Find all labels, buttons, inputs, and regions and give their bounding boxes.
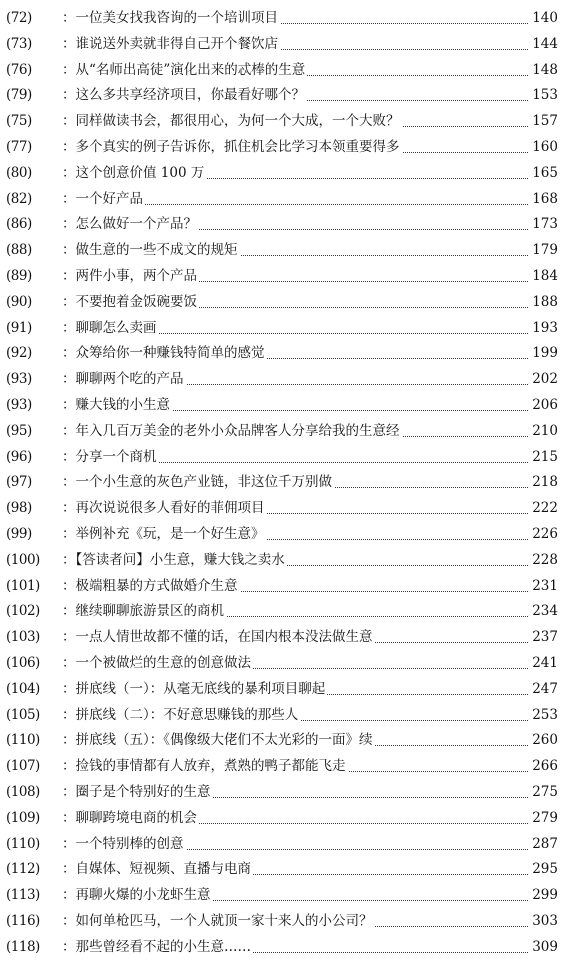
- toc-entry[interactable]: [0, 754, 580, 780]
- toc-entry-page-number: 237: [530, 625, 558, 651]
- toc-entry-number: (95): [6, 422, 32, 439]
- toc-entry-title: ：众筹给你一种赚钱特简单的感觉: [62, 341, 267, 367]
- toc-entry-number: (104): [6, 680, 40, 697]
- toc-entry-number: (92): [6, 345, 32, 362]
- toc-entry-title: ：自媒体、短视频、直播与电商: [62, 857, 253, 883]
- toc-entry[interactable]: [0, 367, 580, 393]
- toc-entry-number: (98): [6, 500, 32, 517]
- toc-entry-title: ：圈子是个特别好的生意: [62, 780, 213, 806]
- toc-entry-title: ：从“名师出高徒”演化出来的忒棒的生意: [62, 58, 307, 84]
- toc-entry-title: ：拼底线（五）：《偶像级大佬们不太光彩的一面》续: [62, 728, 375, 754]
- toc-entry-title: ：一个特别棒的创意: [62, 832, 186, 858]
- toc-entry-page-number: 165: [530, 161, 558, 187]
- toc-entry-title: ：捡钱的事情都有人放弃，煮熟的鸭子都能飞走: [62, 754, 348, 780]
- toc-entry[interactable]: [0, 470, 580, 496]
- toc-entry-number: (88): [6, 242, 32, 259]
- toc-entry[interactable]: [0, 677, 580, 703]
- toc-entry-page-number: 202: [530, 367, 558, 393]
- toc-entry-page-number: 215: [530, 445, 558, 471]
- toc-entry-title: ：拼底线（二）：不好意思赚钱的那些人: [62, 703, 300, 729]
- toc-entry-page-number: 303: [530, 909, 558, 935]
- toc-entry-number: (72): [6, 10, 32, 26]
- toc-entry[interactable]: [0, 857, 580, 883]
- toc-entry[interactable]: [0, 393, 580, 419]
- toc-entry-title: ：【答读者问】小生意，赚大钱之卖水: [62, 548, 287, 574]
- toc-entry-page-number: 144: [530, 32, 558, 58]
- toc-entry[interactable]: [0, 419, 580, 445]
- toc-entry[interactable]: [0, 935, 580, 961]
- toc-entry-number: (82): [6, 190, 32, 207]
- toc-entry-number: (106): [6, 654, 40, 671]
- toc-entry-page-number: 260: [530, 728, 558, 754]
- toc-entry-title: ：继续聊聊旅游景区的商机: [62, 599, 226, 625]
- toc-entry-page-number: 140: [530, 6, 558, 32]
- toc-entry[interactable]: [0, 703, 580, 729]
- toc-entry-page-number: 199: [530, 341, 558, 367]
- toc-entry-title: ：一个小生意的灰色产业链，非这位千万别做: [62, 470, 334, 496]
- toc-entry-number: (86): [6, 216, 32, 233]
- toc-entry-title: ：一个好产品: [62, 187, 145, 213]
- toc-entry[interactable]: [0, 238, 580, 264]
- toc-entry-title: ：不要抱着金饭碗要饭: [62, 290, 199, 316]
- toc-entry-page-number: 309: [530, 935, 558, 961]
- toc-entry-page-number: 148: [530, 58, 558, 84]
- toc-entry[interactable]: [0, 806, 580, 832]
- toc-entry-page-number: 231: [530, 574, 558, 600]
- toc-entry-number: (96): [6, 448, 32, 465]
- toc-entry-title: ：分享一个商机: [62, 445, 159, 471]
- toc-entry-number: (97): [6, 474, 32, 491]
- toc-entry[interactable]: [0, 32, 580, 58]
- toc-entry[interactable]: [0, 832, 580, 858]
- toc-entry-title: ：拼底线（一）：从毫无底线的暴利项目聊起: [62, 677, 327, 703]
- toc-entry[interactable]: [0, 728, 580, 754]
- toc-entry-number: (90): [6, 293, 32, 310]
- toc-entry[interactable]: [0, 109, 580, 135]
- toc-entry[interactable]: [0, 58, 580, 84]
- toc-entry[interactable]: [0, 548, 580, 574]
- toc-entry-title: ：做生意的一些不成文的规矩: [62, 238, 240, 264]
- toc-entry-page-number: 295: [530, 857, 558, 883]
- toc-entry-number: (112): [6, 861, 40, 878]
- toc-entry-title: ：举例补充《玩，是一个好生意》: [62, 522, 267, 548]
- toc-entry[interactable]: [0, 883, 580, 909]
- toc-entry[interactable]: [0, 6, 580, 32]
- toc-entry-title: ：两件小事，两个产品: [62, 264, 199, 290]
- toc-entry-title: ：同样做读书会，都很用心，为何一个大成，一个大败？: [62, 109, 402, 135]
- toc-entry-number: (76): [6, 61, 32, 78]
- toc-entry-title: ：这么多共享经济项目，你最看好哪个？: [62, 83, 307, 109]
- toc-entry-number: (77): [6, 138, 32, 155]
- toc-entry-page-number: 188: [530, 290, 558, 316]
- toc-entry-page-number: 241: [530, 651, 558, 677]
- toc-entry-number: (99): [6, 525, 32, 542]
- toc-entry[interactable]: [0, 290, 580, 316]
- toc-entry-page-number: 275: [530, 780, 558, 806]
- toc-entry-title: ：聊聊怎么卖画: [62, 316, 159, 342]
- toc-entry-title: ：再聊火爆的小龙虾生意: [62, 883, 213, 909]
- toc-entry-number: (89): [6, 267, 32, 284]
- toc-entry-page-number: 179: [530, 238, 558, 264]
- toc-entry[interactable]: [0, 212, 580, 238]
- toc-entry-page-number: 218: [530, 470, 558, 496]
- toc-entry[interactable]: [0, 264, 580, 290]
- toc-entry-page-number: 173: [530, 212, 558, 238]
- toc-entry-number: (103): [6, 629, 40, 646]
- toc-entry-title: ：多个真实的例子告诉你，抓住机会比学习本领重要得多: [62, 135, 402, 161]
- toc-entry-title: ：再次说说很多人看好的菲佣项目: [62, 496, 267, 522]
- toc-entry[interactable]: [0, 161, 580, 187]
- toc-entry-page-number: 228: [530, 548, 558, 574]
- toc-entry[interactable]: [0, 780, 580, 806]
- toc-entry-number: (79): [6, 87, 32, 104]
- toc-entry-number: (93): [6, 371, 32, 388]
- toc-entry-number: (73): [6, 35, 32, 52]
- toc-entry-title: ：谁说送外卖就非得自己开个餐饮店: [62, 32, 280, 58]
- toc-entry-page-number: 222: [530, 496, 558, 522]
- toc-entry-title: ：一个被做烂的生意的创意做法: [62, 651, 253, 677]
- toc-entry[interactable]: [0, 316, 580, 342]
- toc-entry-number: (109): [6, 809, 40, 826]
- toc-entry-page-number: 184: [530, 264, 558, 290]
- toc-entry[interactable]: [0, 909, 580, 935]
- toc-entry[interactable]: [0, 496, 580, 522]
- toc-entry[interactable]: [0, 135, 580, 161]
- toc-entry-page-number: 193: [530, 316, 558, 342]
- toc-entry-page-number: 206: [530, 393, 558, 419]
- toc-entry-title: ：一点人情世故都不懂的话，在国内根本没法做生意: [62, 625, 375, 651]
- toc-entry-number: (101): [6, 577, 40, 594]
- toc-entry-title: ：怎么做好一个产品？: [62, 212, 199, 238]
- toc-entry[interactable]: [0, 83, 580, 109]
- toc-entry-page-number: 234: [530, 599, 558, 625]
- toc-entry-title: ：赚大钱的小生意: [62, 393, 172, 419]
- toc-entry-page-number: 299: [530, 883, 558, 909]
- toc-entry-number: (113): [6, 887, 40, 904]
- toc-entry-title: ：这个创意价值 100 万: [62, 161, 206, 187]
- toc-entry-title: ：那些曾经看不起的小生意……: [62, 935, 253, 961]
- toc-entry-page-number: 157: [530, 109, 558, 135]
- toc-entry-number: (100): [6, 551, 40, 568]
- toc-entry-title: ：极端粗暴的方式做婚介生意: [62, 574, 240, 600]
- toc-entry-page-number: 287: [530, 832, 558, 858]
- toc-entry-title: ：如何单枪匹马，一个人就顶一家十来人的小公司？: [62, 909, 375, 935]
- toc-entry-number: (108): [6, 783, 40, 800]
- toc-entry-title: ：聊聊跨境电商的机会: [62, 806, 199, 832]
- toc-entry-page-number: 153: [530, 83, 558, 109]
- toc-entry-number: (105): [6, 706, 40, 723]
- toc-entry-title: ：年入几百万美金的老外小众品牌客人分享给我的生意经: [62, 419, 402, 445]
- toc-entry-page-number: 279: [530, 806, 558, 832]
- toc-entry-page-number: 160: [530, 135, 558, 161]
- toc-entry-page-number: 226: [530, 522, 558, 548]
- toc-entry-number: (102): [6, 603, 40, 620]
- toc-entry-number: (75): [6, 113, 32, 130]
- toc-entry-number: (93): [6, 396, 32, 413]
- toc-entry-page-number: 247: [530, 677, 558, 703]
- toc-entry[interactable]: [0, 341, 580, 367]
- toc-entry-number: (110): [6, 732, 40, 749]
- toc-entry-number: (91): [6, 319, 32, 336]
- toc-entry[interactable]: [0, 445, 580, 471]
- toc-entry-title: ：一位美女找我咨询的一个培训项目: [62, 6, 280, 32]
- toc-entry[interactable]: [0, 599, 580, 625]
- toc-entry[interactable]: [0, 187, 580, 213]
- toc-entry-number: (80): [6, 164, 32, 181]
- toc-entry[interactable]: [0, 522, 580, 548]
- toc-entry-number: (110): [6, 835, 40, 852]
- toc-entry[interactable]: [0, 574, 580, 600]
- toc-entry-number: (107): [6, 758, 40, 775]
- toc-entry-page-number: 253: [530, 703, 558, 729]
- toc-entry-title: ：聊聊两个吃的产品: [62, 367, 186, 393]
- toc-entry-page-number: 266: [530, 754, 558, 780]
- toc-entry-number: (118): [6, 938, 40, 955]
- toc-entry-page-number: 168: [530, 187, 558, 213]
- toc-entry[interactable]: [0, 625, 580, 651]
- toc-entry-page-number: 210: [530, 419, 558, 445]
- toc-entry-number: (116): [6, 912, 40, 929]
- toc-entry[interactable]: [0, 651, 580, 677]
